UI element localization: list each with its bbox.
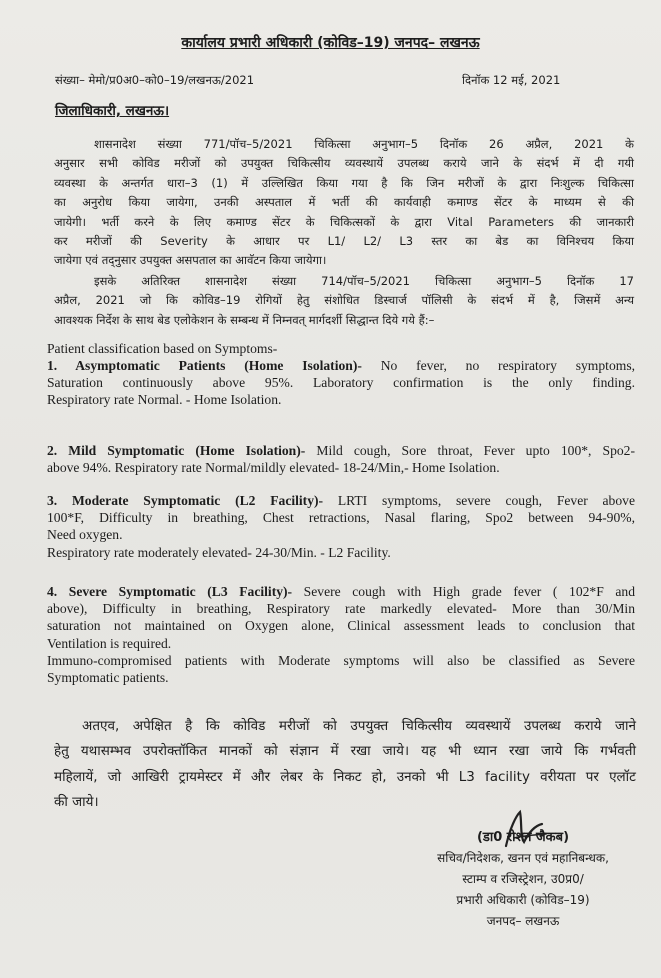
signatory-designation: जनपद– लखनऊ (486, 914, 560, 928)
office-title: कार्यालय प्रभारी अधिकारी (कोविड–19) जनपद– लखनऊ (181, 35, 480, 51)
letter-date: दिनॉक 12 मई, 2021 (462, 73, 561, 87)
paragraph-line: कर मरीजों की Severity के आधार पर L1/ L2/ L3 स्तर का बेड का विनिश्चय किया (54, 234, 634, 249)
classification-title: 2. Mild Symptomatic (Home Isolation)- (47, 443, 306, 458)
signature-block (403, 828, 643, 932)
classification-text: Symptomatic patients. (47, 670, 169, 686)
signatory-name: (डा0 रोशन जैकब) (476, 830, 570, 845)
classification-heading-text: Patient classification based on Symptoms- (47, 341, 278, 356)
paragraph-line: जायेगा एवं तद्नुसार उपयुक्त असपताल का आवॅटन किया जायेगा। (54, 253, 327, 268)
paragraph-line: अनुसार सभी कोविड मरीजों को उपयुक्त चिकित्सीय व्यवस्थायें उपलब्ध कराये जाने के संदर्भ में दी गयी (54, 156, 634, 171)
classification-text: Ventilation is required. (47, 635, 172, 651)
classification-text: Need oxygen. (47, 527, 123, 543)
classification-text: Severe cough with High grade fever ( 102*F and (303, 584, 635, 599)
classification-text: Respiratory rate moderately elevated- 24-30/Min. - L2 Facility. (47, 544, 391, 560)
classification-item-moderate (47, 492, 635, 561)
closing-line: हेतु यथासम्भव उपरोक्तॉकित मानकों को संज्ञान में रखा जाये। यह भी ध्यान रखा जाये कि गर्भवती (54, 743, 636, 760)
paragraph-line: शासनादेश संख्या 771/पॉच–5/2021 चिकित्सा अनुभाग–5 दिनॉक 26 अप्रैल, 2021 के (94, 137, 634, 151)
reference-number: संख्या– मेमो/प्र0अ0–को0–19/लखनऊ/2021 (55, 73, 255, 87)
classification-title: 1. Asymptomatic Patients (Home Isolation)- (47, 358, 362, 373)
paragraph-line: व्यवस्था के अन्तर्गत धारा–3 (1) में उल्लिखित किया गया है कि जिन मरीजों के द्वारा निःशुल्क चिकित्सा (54, 175, 634, 190)
classification-text: Saturation continuously above 95%. Laboratory confirmation is the only finding. (47, 375, 635, 391)
classification-text: No fever, no respiratory symptoms, (380, 358, 636, 373)
paragraph-govt-order (54, 135, 634, 271)
paragraph-line: अप्रैल, 2021 जो कि कोविड–19 रोगियों हेतु संशोधित डिस्चार्ज पॉलिसी के संदर्भ में है, जिसमें अन्य (54, 293, 634, 308)
signatory-designation: स्टाम्प व रजिस्ट्रेशन, उ0प्र0/ (462, 872, 584, 886)
closing-paragraph (54, 714, 636, 815)
paragraph-line: इसके अतिरिक्त शासनादेश संख्या 714/पॉच–5/2021 चिकित्सा अनुभाग–5 दिनॉक 17 (94, 274, 634, 288)
classification-heading (47, 340, 635, 357)
classification-title: 4. Severe Symptomatic (L3 Facility)- (47, 584, 293, 599)
classification-item-asymptomatic (47, 357, 635, 409)
classification-item-mild (47, 442, 635, 476)
signatory-designation: सचिव/निदेशक, खनन एवं महानिबन्धक, (437, 851, 609, 865)
signatory-designation: प्रभारी अधिकारी (कोविड–19) (456, 893, 590, 907)
closing-line: महिलायें, जो आखिरी ट्रायमेस्टर में और लेबर के निकट हो, उनको भी L3 facility वरीयता पर एलॉट (54, 768, 636, 785)
classification-text: Respiratory rate Normal. - Home Isolation. (47, 392, 282, 408)
classification-item-severe (47, 583, 635, 686)
classification-title: 3. Moderate Symptomatic (L2 Facility)- (47, 493, 324, 508)
paragraph-line: का अनुरोध किया जायेगा, उनकी अस्पताल में भर्ती की कार्यवाही कमाण्ड सेंटर के माध्यम से की (54, 195, 634, 210)
classification-text: Immuno-compromised patients with Moderate symptoms will also be classified as Severe (47, 652, 635, 668)
addressee: जिलाधिकारी, लखनऊ। (55, 103, 170, 119)
classification-text: Mild cough, Sore throat, Fever upto 100*, Spo2- (316, 443, 635, 458)
closing-line: अतएव, अपेक्षित है कि कोविड मरीजों को उपयुक्त चिकित्सीय व्यवस्थायें उपलब्ध कराये जाने (82, 718, 636, 734)
classification-text: saturation not maintained on Oxygen alone, Clinical assessment leads to conclusion that (47, 618, 635, 634)
paragraph-line: जायेगी। भर्ती करने के लिए कमाण्ड सेंटर के चिकित्सकों के द्वारा Vital Parameters की जानकारी (54, 214, 634, 229)
closing-line: की जाये। (54, 793, 99, 810)
classification-text: 100*F, Difficulty in breathing, Chest retractions, Nasal flaring, Spo2 between 94-90%, (47, 510, 635, 526)
classification-text: above 94%. Respiratory rate Normal/mildly elevated- 18-24/Min,- Home Isolation. (47, 460, 500, 476)
classification-text: LRTI symptoms, severe cough, Fever above (337, 493, 635, 508)
paragraph-line: आवश्यक निर्देश के साथ बेड एलोकेशन के सम्बन्ध में निम्नवत् मार्गदर्शी सिद्धान्त दिये गये हैं:– (54, 312, 435, 327)
classification-text: above), Difficulty in breathing, Respiratory rate markedly elevated- More than 30/Min (47, 601, 635, 617)
paragraph-discharge-policy (54, 272, 634, 330)
